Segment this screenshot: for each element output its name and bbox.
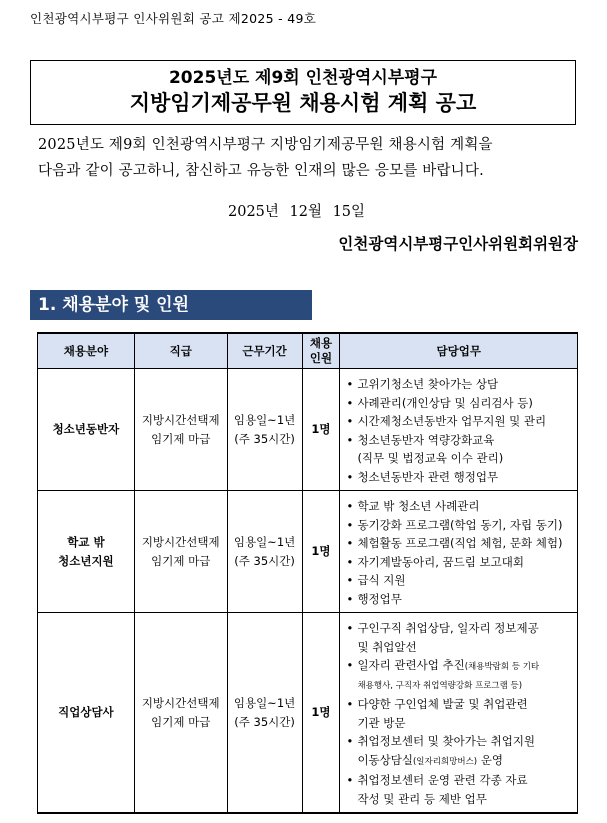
duty-item xyxy=(345,468,575,487)
cell-count: 1명 xyxy=(302,613,340,814)
cell-field xyxy=(38,491,135,613)
title-box xyxy=(30,60,576,125)
duty-text-cont: 및 취업알선 xyxy=(357,639,417,654)
rank-line-2: 임기제 마급 xyxy=(151,714,211,729)
header-field: 채용분야 xyxy=(38,333,135,369)
duty-item xyxy=(345,534,575,553)
period-line-1: 임용일~1년 xyxy=(233,534,296,549)
duty-item xyxy=(345,590,575,609)
duty-text: 다양한 구인업체 발굴 및 취업관련 xyxy=(357,697,528,711)
duty-text: 취업정보센터 및 찾아가는 취업지원 xyxy=(357,734,536,748)
duty-text: 동기강화 프로그램(학업 동기, 자립 동기) xyxy=(357,517,563,532)
cell-duties xyxy=(340,491,578,613)
rank-line-2: 임기제 마급 xyxy=(151,431,211,446)
duties-list xyxy=(345,497,575,608)
duty-note: (일자리희망버스) xyxy=(412,756,478,767)
cell-rank xyxy=(134,491,227,613)
header-count-line-2: 인원 xyxy=(309,351,333,365)
duty-text: 일자리 관련사업 추진 xyxy=(357,658,465,672)
cell-rank xyxy=(134,613,227,814)
duty-note: (채용박람회 등 기타 xyxy=(464,662,540,672)
duty-item xyxy=(345,412,575,431)
duty-item xyxy=(345,656,575,695)
duty-text: 학교 밖 청소년 사례관리 xyxy=(357,499,480,513)
cell-period xyxy=(227,369,302,491)
section-heading: 1. 채용분야 및 인원 xyxy=(30,290,312,320)
duty-item xyxy=(345,571,575,590)
duty-item xyxy=(345,553,575,572)
cell-duties xyxy=(340,369,578,491)
intro-text xyxy=(38,132,578,184)
period-line-1: 임용일~1년 xyxy=(233,412,296,427)
duty-item xyxy=(345,375,575,394)
duties-list xyxy=(345,619,575,808)
duty-text-cont: 작성 및 관리 등 제반 업무 xyxy=(357,791,487,806)
header-period: 근무기간 xyxy=(227,333,302,369)
duty-text: 청소년동반자 역량강화교육 xyxy=(357,432,495,447)
period-line-2: (주 35시간) xyxy=(234,714,295,729)
rank-line-1: 지방시간선택제 xyxy=(141,534,220,549)
recruitment-table xyxy=(37,332,578,814)
cell-count: 1명 xyxy=(302,369,340,491)
duty-text-cont: (직무 및 법정교육 이수 관리) xyxy=(357,451,504,465)
field-line-2: 청소년지원 xyxy=(58,553,114,568)
duty-item xyxy=(345,394,575,413)
duty-item xyxy=(345,431,575,468)
duty-text: 구인구직 취업상담, 일자리 정보제공 xyxy=(357,621,539,635)
cell-duties xyxy=(340,613,578,814)
cell-period xyxy=(227,491,302,613)
period-line-2: (주 35시간) xyxy=(234,431,295,446)
table-row xyxy=(38,369,578,491)
intro-line-2: 다음과 같이 공고하니, 참신하고 유능한 인재의 많은 응모를 바랍니다. xyxy=(38,163,484,179)
duty-note-cont: 채용행사, 구직자 취업역량강화 프로그램 등) xyxy=(357,680,523,691)
header-rank: 직급 xyxy=(134,333,227,369)
intro-line-1: 2025년도 제9회 인천광역시부평구 지방임기제공무원 채용시험 계획을 xyxy=(38,137,493,153)
duty-item xyxy=(345,516,575,535)
cell-field xyxy=(38,369,135,491)
header-count xyxy=(302,333,340,369)
rank-line-2: 임기제 마급 xyxy=(151,553,211,568)
header-count-line-1: 채용 xyxy=(309,336,333,350)
duties-list xyxy=(345,375,575,486)
duty-text: 급식 지원 xyxy=(357,573,406,587)
cell-period xyxy=(227,613,302,814)
table-row xyxy=(38,613,578,814)
cell-count: 1명 xyxy=(302,491,340,613)
cell-field xyxy=(38,613,135,814)
rank-line-1: 지방시간선택제 xyxy=(141,412,220,427)
duty-text: 체험활동 프로그램(직업 체험, 문화 체험) xyxy=(357,536,563,550)
duty-text-cont: 기관 방문 xyxy=(357,715,406,730)
period-line-1: 임용일~1년 xyxy=(233,695,296,710)
duty-item xyxy=(345,771,575,808)
signatory: 인천광역시부평구인사위원회위원장 xyxy=(338,235,578,253)
table-row xyxy=(38,491,578,613)
cell-rank xyxy=(134,369,227,491)
duty-text-cont: 이동상담실 xyxy=(357,752,413,767)
duty-item xyxy=(345,619,575,656)
duty-text: 고위기청소년 찾아가는 상담 xyxy=(357,377,499,391)
notice-number: 인천광역시부평구 인사위원회 공고 제2025 - 49호 xyxy=(30,11,317,26)
duty-item xyxy=(345,695,575,732)
field-line-1: 학교 밖 xyxy=(67,534,105,549)
duty-text-cont-end: 운영 xyxy=(477,752,503,767)
duty-text: 취업정보센터 운영 관련 각종 자료 xyxy=(357,773,528,787)
header-duties: 담당업무 xyxy=(340,333,578,369)
table-header-row xyxy=(38,333,578,369)
duty-text: 시간제청소년동반자 업무지원 및 관리 xyxy=(357,414,547,428)
field-line-1: 청소년동반자 xyxy=(52,422,120,436)
duty-item xyxy=(345,497,575,516)
title-line-2: 지방임기제공무원 채용시험 계획 공고 xyxy=(129,91,477,115)
duty-text: 청소년동반자 관련 행정업무 xyxy=(357,469,499,484)
notice-date: 2025년 12월 15일 xyxy=(228,204,366,220)
duty-item xyxy=(345,732,575,771)
period-line-2: (주 35시간) xyxy=(234,553,295,568)
duty-text: 행정업무 xyxy=(357,591,402,606)
field-line-1: 직업상담사 xyxy=(58,705,114,719)
duty-text: 자기계발동아리, 꿈드림 보고대회 xyxy=(357,554,524,569)
rank-line-1: 지방시간선택제 xyxy=(141,695,220,710)
duty-text: 사례관리(개인상담 및 심리검사 등) xyxy=(357,395,533,410)
title-line-1: 2025년도 제9회 인천광역시부평구 xyxy=(168,68,438,88)
